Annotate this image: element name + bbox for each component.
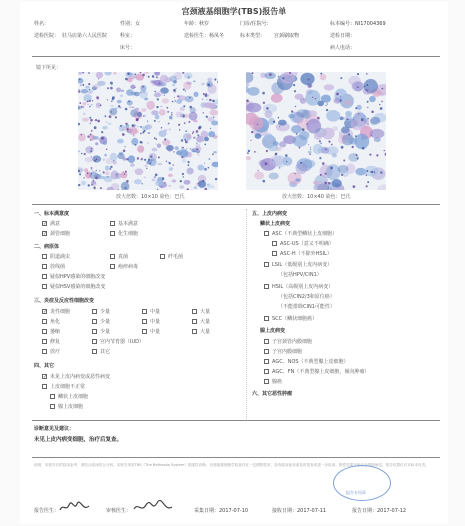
item-fungus: 真菌 [110,253,128,260]
opt-atrophy-few: 少量 [92,328,110,335]
checkbox-inflammatory-few [92,309,97,314]
header-divider [32,56,440,57]
checkbox-iud [92,339,97,344]
reporter-label: 报告医生： [34,508,60,514]
checkbox-herpes [110,264,115,269]
doctor-label: 送检医生：杨凤冬 [184,33,225,39]
item-agc-fn: AGC、FN（不典型腺上皮细胞，倾向肿瘤） [264,368,369,375]
checkbox-atrophy-few [92,329,97,334]
checkbox-squamous-cells [50,394,55,399]
item-hpv-change: 疑似HPV感染的细胞改变 [42,273,105,280]
micrograph-low-mag [78,72,218,190]
checkbox-endocervical [264,339,269,344]
specimen-type-value: 宫颈刷取物 [274,33,300,39]
opt-atrophy-mid: 中量 [142,328,160,335]
micrograph-high-mag [246,72,386,190]
section-6-title: 六、其它恶性肿瘤 [252,391,293,397]
row-inflammatory: ✓ 炎性细胞 [43,309,71,315]
hospital-value: 驻马店第六人民医院 [62,33,108,39]
checkbox-atrophy-many [192,329,197,334]
opt-keratosis-many: 大量 [192,318,210,325]
item-cervical-cells: ✓ 颈管细胞 [43,231,71,237]
checkbox-abnormal-epithelial [42,384,47,389]
checkbox-fungus [110,254,115,259]
phone-label: 病人电话： [330,45,356,51]
item-abnormal-epithelial: 上皮细胞不正常 [42,383,85,390]
footnote-divider [32,457,440,458]
checkbox-hpv-change [42,274,47,279]
conclusion-divider [32,420,440,421]
micro-label: 镜下所见： [36,65,62,71]
opt-inflammatory-mid: 中量 [142,308,160,315]
item-lsil-note: （包括HPV/CIN1） [278,272,322,278]
section-5-title: 五、上皮内病变 [252,211,288,217]
stamp-text: 报告专用章 [346,490,366,495]
checkbox-adenocarcinoma [264,379,269,384]
sex-label: 性别：女 [120,21,141,27]
checkbox-atrophy-mid [142,329,147,334]
section-3-title: 三、炎症及反应性细胞改变 [34,298,95,304]
checkbox-atrophy [42,329,47,334]
item-squamous-cells: 鳞状上皮细胞 [50,393,88,400]
item-herpes: 疱疹病毒 [110,263,138,270]
checkbox-hsil [264,284,269,289]
item-trichomonas: 阴道滴虫 [42,253,70,260]
opt-inflammatory-few: 少量 [92,308,110,315]
checkbox-inflammatory: ✓ [43,309,48,315]
collect-date: 采集日期：2017-07-10 [194,508,249,514]
checkbox-cervical-cells: ✓ [43,231,48,237]
reporter-signature [58,500,92,514]
checkbox-hsv-change [42,284,47,289]
item-basic-satisfied: 基本满意 [110,220,138,227]
checkbox-trichomonas [42,254,47,259]
item-glandular-cells: 腺上皮细胞 [50,403,83,410]
row-radiation: 放疗 [42,348,60,355]
item-adenocarcinoma: 腺癌 [264,378,282,385]
item-agc-nos: AGC、NOS（不典型腺上皮细胞） [264,358,349,365]
checkbox-basic-satisfied [110,221,115,226]
specimen-label: 标本编号：NI17004369 [330,21,386,27]
checkbox-repair [42,339,47,344]
checkbox-lsil [264,262,269,267]
item-actinomyces: 放线菌 [42,263,65,270]
checkbox-asc-us [272,241,277,246]
micrograph-low-mag-image [78,72,218,190]
opt-keratosis-mid: 中量 [142,318,160,325]
item-hsil-note: （包括CIN2/3和原位癌） [278,294,335,300]
row-atrophy: 萎缩 [42,328,60,335]
checkbox-actinomyces [42,264,47,269]
checkbox-keratosis-mid [142,319,147,324]
reviewer-signature [132,500,174,514]
checkbox-keratosis-few [92,319,97,324]
checkbox-leptothrix [160,254,165,259]
checkbox-asc-h [272,251,277,256]
checkbox-radiation [42,349,47,354]
glandular-subtitle: 腺上皮病变 [260,328,286,334]
item-leptothrix: 纤毛菌 [160,253,183,260]
footnote: 说明：本报告仅供临床参考，请结合临床综合分析。本报告采用TBS（The Bethesda System）描述性诊断。宫颈液基细胞学检查存在一定假阴性率，如有临床症状请及时复查或进一步检查，阴性结果不能完全排除病变。报告结果仅对本标本负责。 [34,463,429,467]
checkbox-other [92,349,97,354]
caption-low-mag: 放大倍数：10×10 染色：巴氏 [116,194,185,200]
checkbox-inflammatory-many [192,309,197,314]
checkbox-inflammatory-mid [142,309,147,314]
checkbox-satisfied: ✓ [43,221,48,227]
conclusion-text: 未见上皮内病变细胞，治疗后复查。 [34,437,123,443]
reviewer-label: 审核医生： [106,508,132,514]
checkbox-endometrial [264,349,269,354]
checkbox-keratosis [42,319,47,324]
outpatient-label: 门诊/住院号： [240,21,272,27]
receive-date: 接收日期：2017-07-11 [272,508,327,514]
department-label: 科室： [120,33,136,39]
opt-keratosis-few: 少量 [92,318,110,325]
item-hsil: HSIL（高级别上皮内病变） [264,283,333,290]
checkbox-agc-nos [264,359,269,364]
item-endometrial: 子宫内膜细胞 [264,348,302,355]
checkbox-glandular-cells [50,404,55,409]
checkbox-scc [264,316,269,321]
conclusion-label: 诊断意见及建议： [34,426,75,432]
opt-iud: 宫内节育器（IUD） [92,338,144,345]
column-divider [246,209,247,419]
section-2-title: 二、病原体 [34,244,60,250]
item-metaplastic: 化生细胞 [110,230,138,237]
checkbox-agc-fn [264,369,269,374]
item-asc: ASC（不典型鳞状上皮细胞） [264,230,337,237]
age-label: 年龄：秋岁 [184,21,210,27]
opt-other: 其它 [92,348,110,355]
row-repair: 修复 [42,338,60,345]
item-satisfied: ✓ 满意 [43,221,61,227]
item-hsil-note-2: （不能排除CIN1可能性） [278,304,335,310]
item-asc-h: ASC-H（不除外HSIL） [272,250,332,257]
section-1-title: 一、标本满意度 [34,211,70,217]
report-page [20,2,448,524]
checkbox-no-lesion: ✓ [43,374,48,380]
item-hsv-change: 疑似HSV感染的细胞改变 [42,283,105,290]
specimen-type-label: 标本类型： [240,33,266,39]
item-lsil: LSIL（低级别上皮内病变） [264,261,332,268]
item-endocervical: 子宫颈管内膜细胞 [264,338,312,345]
section-4-title: 四、其它 [34,363,55,369]
opt-atrophy-many: 大量 [192,328,210,335]
checkbox-keratosis-many [192,319,197,324]
item-asc-us: ASC-US（意义不明确） [272,240,334,247]
micro-divider [32,204,440,205]
row-keratosis: 角化 [42,318,60,325]
opt-inflammatory-many: 大量 [192,308,210,315]
micrograph-high-mag-image [246,72,386,190]
report-date: 报告日期：2017-07-12 [352,508,407,514]
report-title: 宫颈液基细胞学(TBS)报告单 [181,7,287,16]
item-scc: SCC（鳞状细胞癌） [264,315,317,322]
checkbox-asc [264,231,269,236]
bed-label: 床号： [120,45,136,51]
squamous-subtitle: 鳞状上皮病变 [260,221,291,227]
checkbox-metaplastic [110,231,115,236]
caption-high-mag: 放大倍数：10×40 染色：巴氏 [282,194,351,200]
item-no-lesion: ✓ 未见上皮内病变或恶性病变 [43,374,111,380]
hospital-label: 送检医院： [34,33,60,39]
name-label: 姓名： [34,21,50,27]
collection-date-label: 送检日期： [330,33,356,39]
